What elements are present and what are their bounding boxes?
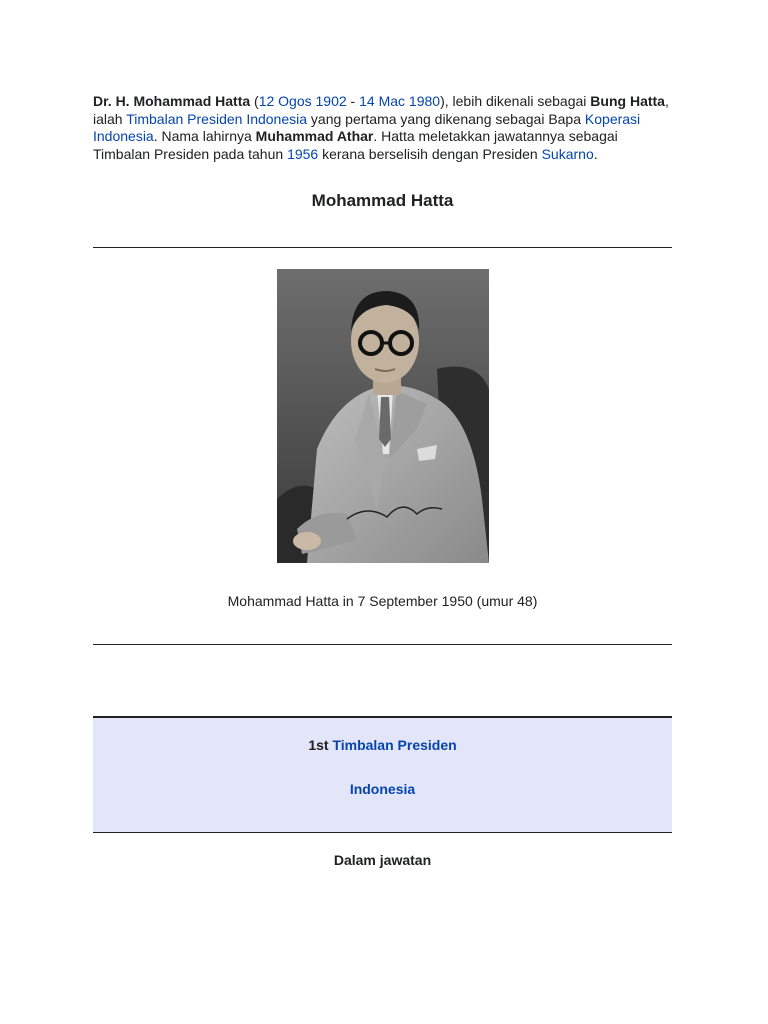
- birth-name: Muhammad Athar: [255, 128, 374, 145]
- text-fragment: , ialah: [93, 93, 669, 127]
- subject-nickname: Bung Hatta: [590, 93, 665, 109]
- birth-date-link[interactable]: 12 Ogos 1902: [258, 93, 347, 109]
- sukarno-link[interactable]: Sukarno: [541, 145, 594, 162]
- divider: [93, 247, 672, 248]
- office-title: [93, 737, 672, 753]
- office-title-country: [93, 781, 672, 797]
- death-date-link[interactable]: 14 Mac 1980: [359, 93, 441, 109]
- koperasi-indonesia-link[interactable]: Koperasi Indonesia: [93, 110, 641, 145]
- office-link-indonesia[interactable]: Indonesia: [349, 781, 416, 797]
- infobox-title: Mohammad Hatta: [311, 191, 454, 210]
- portrait-image[interactable]: [277, 269, 489, 563]
- text-fragment: . Nama lahirnya: [153, 128, 256, 145]
- office-ordinal: 1st: [308, 737, 333, 753]
- text-fragment: kerana berselisih dengan Presiden: [318, 145, 542, 162]
- office-link-timbalan-presiden[interactable]: Timbalan Presiden: [332, 737, 457, 753]
- vice-president-link[interactable]: Timbalan Presiden Indonesia: [126, 110, 308, 127]
- divider: [93, 832, 672, 833]
- year-1956-link[interactable]: 1956: [287, 145, 319, 162]
- portrait-caption: Mohammad Hatta in 7 September 1950 (umur 48): [227, 593, 538, 609]
- text-fragment: .: [593, 145, 598, 162]
- text-fragment: ), lebih dikenali sebagai: [440, 93, 591, 109]
- text-fragment: . Hatta meletakkan jawatannya sebagai Timbalan Presiden pada tahun: [93, 128, 618, 162]
- in-office-label: Dalam jawatan: [333, 852, 432, 868]
- text-fragment: -: [346, 93, 360, 109]
- text-fragment: yang pertama yang dikenang sebagai Bapa: [307, 110, 585, 127]
- divider: [93, 644, 672, 645]
- intro-paragraph: [93, 93, 672, 163]
- text-fragment: (: [250, 93, 259, 109]
- subject-full-name: Dr. H. Mohammad Hatta: [93, 93, 251, 109]
- office-header: [93, 718, 672, 832]
